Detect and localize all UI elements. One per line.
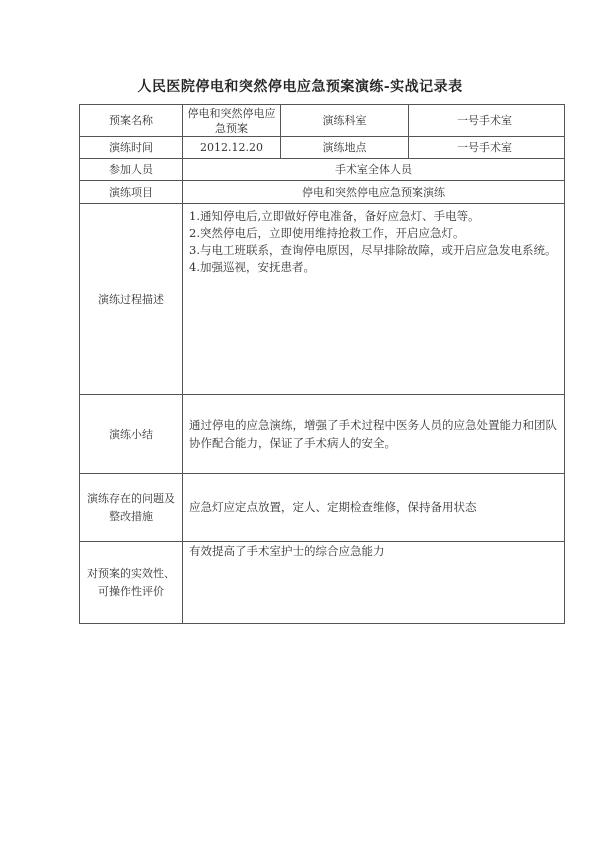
participants-label: 参加人员 xyxy=(80,159,183,181)
evaluation-value: 有效提高了手术室护士的综合应急能力 xyxy=(183,542,565,624)
process-line-1: 1.通知停电后,立即做好停电准备，备好应急灯、手电等。 xyxy=(189,209,480,223)
summary-label: 演练小结 xyxy=(80,395,183,474)
item-label: 演练项目 xyxy=(80,181,183,204)
time-value: 2012.12.20 xyxy=(183,137,281,159)
process-label: 演练过程描述 xyxy=(80,204,183,395)
plan-name-label: 预案名称 xyxy=(80,105,183,137)
table-row xyxy=(80,159,565,181)
page-title: 人民医院停电和突然停电应急预案演练-实战记录表 xyxy=(137,79,463,95)
place-label: 演练地点 xyxy=(281,137,409,159)
participants-value: 手术室全体人员 xyxy=(183,159,565,181)
process-line-4: 4.加强巡视，安抚患者。 xyxy=(189,260,315,274)
table-row xyxy=(80,474,565,542)
table-row xyxy=(80,181,565,204)
evaluation-label: 对预案的实效性、可操作性评价 xyxy=(80,542,183,624)
table-row xyxy=(80,395,565,474)
dept-label: 演练科室 xyxy=(281,105,409,137)
process-line-3: 3.与电工班联系，查询停电原因，尽早排除故障，或开启应急发电系统。 xyxy=(189,243,557,257)
plan-name-value: 停电和突然停电应急预案 xyxy=(183,105,281,137)
place-value: 一号手术室 xyxy=(409,137,565,159)
dept-value: 一号手术室 xyxy=(409,105,565,137)
table-row xyxy=(80,137,565,159)
problems-label: 演练存在的问题及整改措施 xyxy=(80,474,183,542)
time-label: 演练时间 xyxy=(80,137,183,159)
drill-record-table xyxy=(79,104,565,624)
process-description xyxy=(183,204,565,395)
table-row xyxy=(80,105,565,137)
item-value: 停电和突然停电应急预案演练 xyxy=(183,181,565,204)
process-line-2: 2.突然停电后，立即使用维持抢救工作，开启应急灯。 xyxy=(189,226,465,240)
summary-value: 通过停电的应急演练，增强了手术过程中医务人员的应急处置能力和团队协作配合能力，保证了手术病人的安全。 xyxy=(183,395,565,474)
problems-value: 应急灯应定点放置，定人、定期检查维修，保持备用状态 xyxy=(183,474,565,542)
table-row xyxy=(80,204,565,395)
table-row xyxy=(80,542,565,624)
